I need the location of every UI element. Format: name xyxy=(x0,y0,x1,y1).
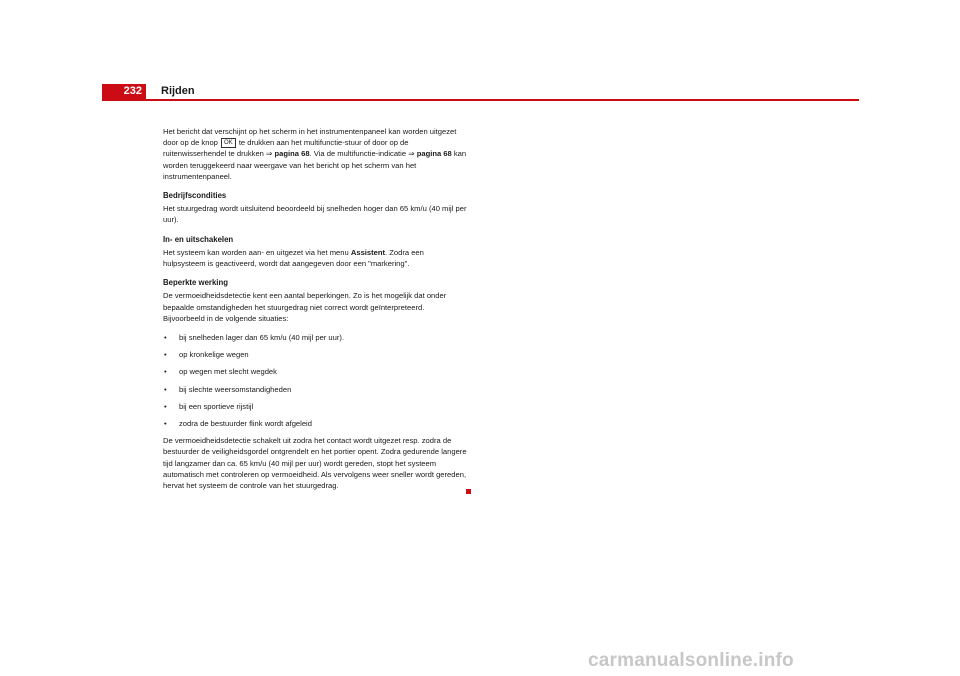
end-of-section-marker xyxy=(466,489,471,494)
page-reference-link[interactable]: pagina 68 xyxy=(416,149,452,159)
beperkte-werking-text: De vermoeidheidsdetectie kent een aantal beperkingen. Zo is het mogelijk dat onder bepaalde omstandigheden het stuurgedrag niet correct wordt geïnterpreteerd. Bijvoorbeeld in de volgende situaties: xyxy=(163,291,447,323)
list-item: • op wegen met slecht wegdek xyxy=(163,366,468,377)
list-item: • bij snelheden lager dan 65 km/u (40 mijl per uur). xyxy=(163,332,468,343)
list-item: • bij slechte weersomstandigheden xyxy=(163,384,468,395)
list-item: • bij een sportieve rijstijl xyxy=(163,401,468,412)
section-heading-in-uitschakelen: In- en uitschakelen xyxy=(163,234,234,244)
situations-list xyxy=(163,332,468,429)
section-heading-bedrijfscondities: Bedrijfscondities xyxy=(163,191,227,201)
arrow-right-icon: ⇒ xyxy=(266,149,273,159)
ok-key-icon: OK xyxy=(221,138,236,148)
section-heading-beperkte-werking: Beperkte werking xyxy=(163,278,228,288)
menu-name: Assistent xyxy=(350,247,386,257)
intro-text-1: Het bericht dat verschijnt op het scherm in het instrumentenpaneel kan worden uitgezet door op de knop xyxy=(163,127,457,148)
intro-paragraph xyxy=(163,126,468,182)
page-number: 232 xyxy=(102,84,146,99)
in-uitschakelen-text-1: Het systeem kan worden aan- en uitgezet via het menu xyxy=(163,247,349,257)
watermark: carmanualsonline.info xyxy=(588,650,794,671)
chapter-title: Rijden xyxy=(161,85,195,97)
list-item: • op kronkelige wegen xyxy=(163,349,468,360)
in-uitschakelen-paragraph xyxy=(163,247,468,269)
list-item: • zodra de bestuurder flink wordt afgeleid xyxy=(163,418,468,429)
page-reference-link[interactable]: pagina 68 xyxy=(274,149,310,159)
closing-paragraph: De vermoeidheidsdetectie schakelt uit zodra het contact wordt uitgezet resp. zodra de bestuurder de veiligheidsgordel ontgrendelt en het portier opent. Zodra gedurende langere tijd langzamer dan ca. 65 km/u (40 mijl per uur) wordt gereden, stopt het systeem automatisch met controleren op vermoeidheid. Als vervolgens weer sneller wordt gereden, hervat het systeem de controle van het stuurgedrag. xyxy=(163,436,467,491)
in-uitschakelen-text-2: . Zodra een hulpsysteem is geactiveerd, wordt dat aangegeven door een "markering". xyxy=(163,247,424,269)
arrow-right-icon: ⇒ xyxy=(408,149,415,159)
page-header xyxy=(102,84,859,101)
bedrijfscondities-text: Het stuurgedrag wordt uitsluitend beoordeeld bij snelheden hoger dan 65 km/u (40 mijl per uur). xyxy=(163,204,467,225)
intro-text-4: kan worden teruggekeerd naar weergave van het bericht op het scherm van het instrumentenpaneel. xyxy=(163,149,467,181)
intro-text-3: . Via de multifunctie-indicatie xyxy=(309,149,407,159)
body-content xyxy=(163,126,468,499)
intro-text-2: te drukken aan het multifunctie-stuur of door op de ruitenwisserhendel te drukken xyxy=(163,138,409,159)
